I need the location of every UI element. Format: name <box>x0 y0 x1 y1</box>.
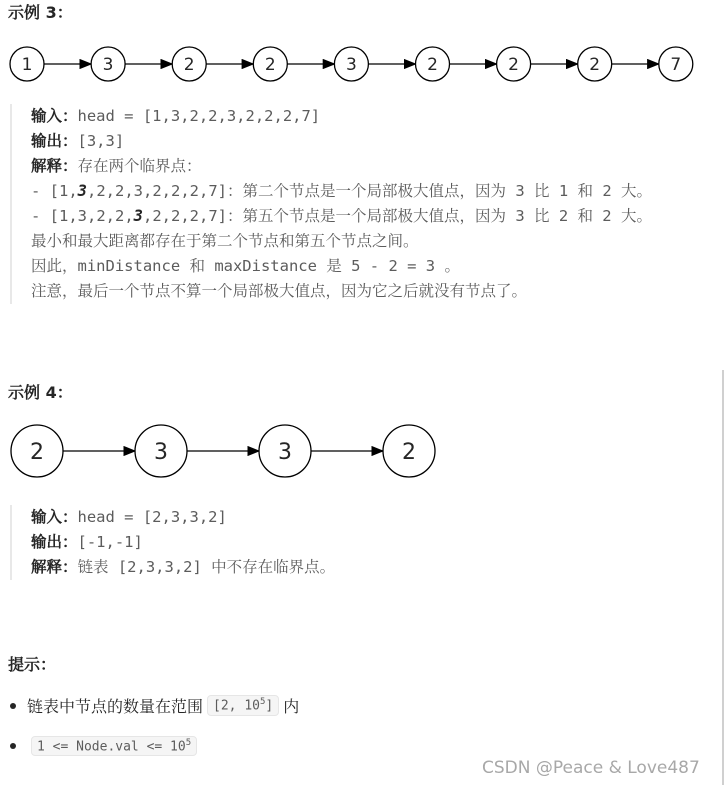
tip-1-text: 链表中节点的数量在范围 <box>27 697 204 716</box>
list-node-value: 2 <box>427 55 438 76</box>
output-label: 输出： <box>31 132 78 150</box>
input-line <box>31 505 700 530</box>
input-value: head = [2,3,3,2] <box>77 508 227 526</box>
explain-item-2-pre: - [1,3,2,2, <box>31 207 134 225</box>
list-node-value: 1 <box>21 55 33 76</box>
tip-2-code-sup: 5 <box>185 738 192 748</box>
explain-value: 存在两个临界点： <box>77 157 202 175</box>
input-label: 输入： <box>31 508 78 526</box>
input-line <box>31 104 700 129</box>
list-node-value: 2 <box>30 439 44 465</box>
bullet-icon <box>10 743 16 749</box>
list-node-value: 3 <box>345 55 357 76</box>
output-label: 输出： <box>31 533 78 551</box>
tip-1-suffix: 内 <box>283 697 300 716</box>
explain-item-2-post: ,2,2,2,7]：第五个节点是一个局部极大值点，因为 3 比 2 和 2 大。 <box>143 207 652 225</box>
explain-item-1-post: ,2,2,3,2,2,2,7]：第二个节点是一个局部极大值点，因为 3 比 1 和 2 大。 <box>87 182 652 200</box>
input-value: head = [1,3,2,2,3,2,2,2,7] <box>77 107 321 125</box>
explain-value: 链表 [2,3,3,2] 中不存在临界点。 <box>77 558 336 576</box>
output-value: [3,3] <box>77 132 125 150</box>
list-node-value: 2 <box>264 55 276 76</box>
tip-1-code-text: [2, 10 <box>213 698 260 714</box>
watermark: CSDN @Peace & Love487 <box>482 758 700 778</box>
explain-line <box>31 555 700 580</box>
list-node-value: 2 <box>402 439 416 465</box>
example-4-title: 示例 4： <box>8 383 73 402</box>
output-value: [-1,-1] <box>77 533 143 551</box>
bullet-icon <box>10 703 16 709</box>
list-node-value: 3 <box>154 439 168 465</box>
input-label: 输入： <box>31 107 78 125</box>
tip-item-1 <box>10 694 299 717</box>
tip-1-code-sup: 5 <box>259 697 266 708</box>
example-3-block <box>10 104 700 304</box>
explain-item-1-bold: 3 <box>77 182 88 200</box>
list-node-value: 7 <box>670 55 682 76</box>
example-3-title: 示例 3： <box>8 3 73 22</box>
explain-line-3: 最小和最大距离都存在于第二个节点和第五个节点之间。 <box>31 232 419 250</box>
output-line <box>31 530 700 555</box>
list-node-value: 2 <box>508 55 520 76</box>
list-node-value: 3 <box>278 439 292 465</box>
explain-line <box>31 154 700 179</box>
tips-title: 提示： <box>8 655 57 674</box>
output-line <box>31 129 700 154</box>
tip-1-code <box>207 695 279 715</box>
example-4-block <box>10 505 700 580</box>
list-node-value: 3 <box>102 55 114 76</box>
explain-item-1 <box>31 179 700 204</box>
explain-item-1-pre: - [1, <box>31 182 78 200</box>
explain-line-4: 因此，minDistance 和 maxDistance 是 5 - 2 = 3 。 <box>31 257 460 275</box>
tip-2-code <box>31 736 197 756</box>
linked-list-diagram-example-3 <box>0 34 725 94</box>
linked-list-diagram-example-4 <box>0 417 725 487</box>
explain-item-2-bold: 3 <box>133 207 143 225</box>
list-node-value: 2 <box>589 55 601 76</box>
tip-item-2 <box>10 736 201 756</box>
tip-2-code-text: 1 <= Node.val <= 10 <box>37 739 186 755</box>
list-node-value: 2 <box>183 55 195 76</box>
explain-line-5: 注意，最后一个节点不算一个局部极大值点，因为它之后就没有节点了。 <box>31 282 528 300</box>
explain-label: 解释： <box>31 558 78 576</box>
tip-1-code-end: ] <box>265 698 274 714</box>
explain-item-2 <box>31 204 700 229</box>
explain-label: 解释： <box>31 157 78 175</box>
scrollbar-divider <box>722 370 724 785</box>
